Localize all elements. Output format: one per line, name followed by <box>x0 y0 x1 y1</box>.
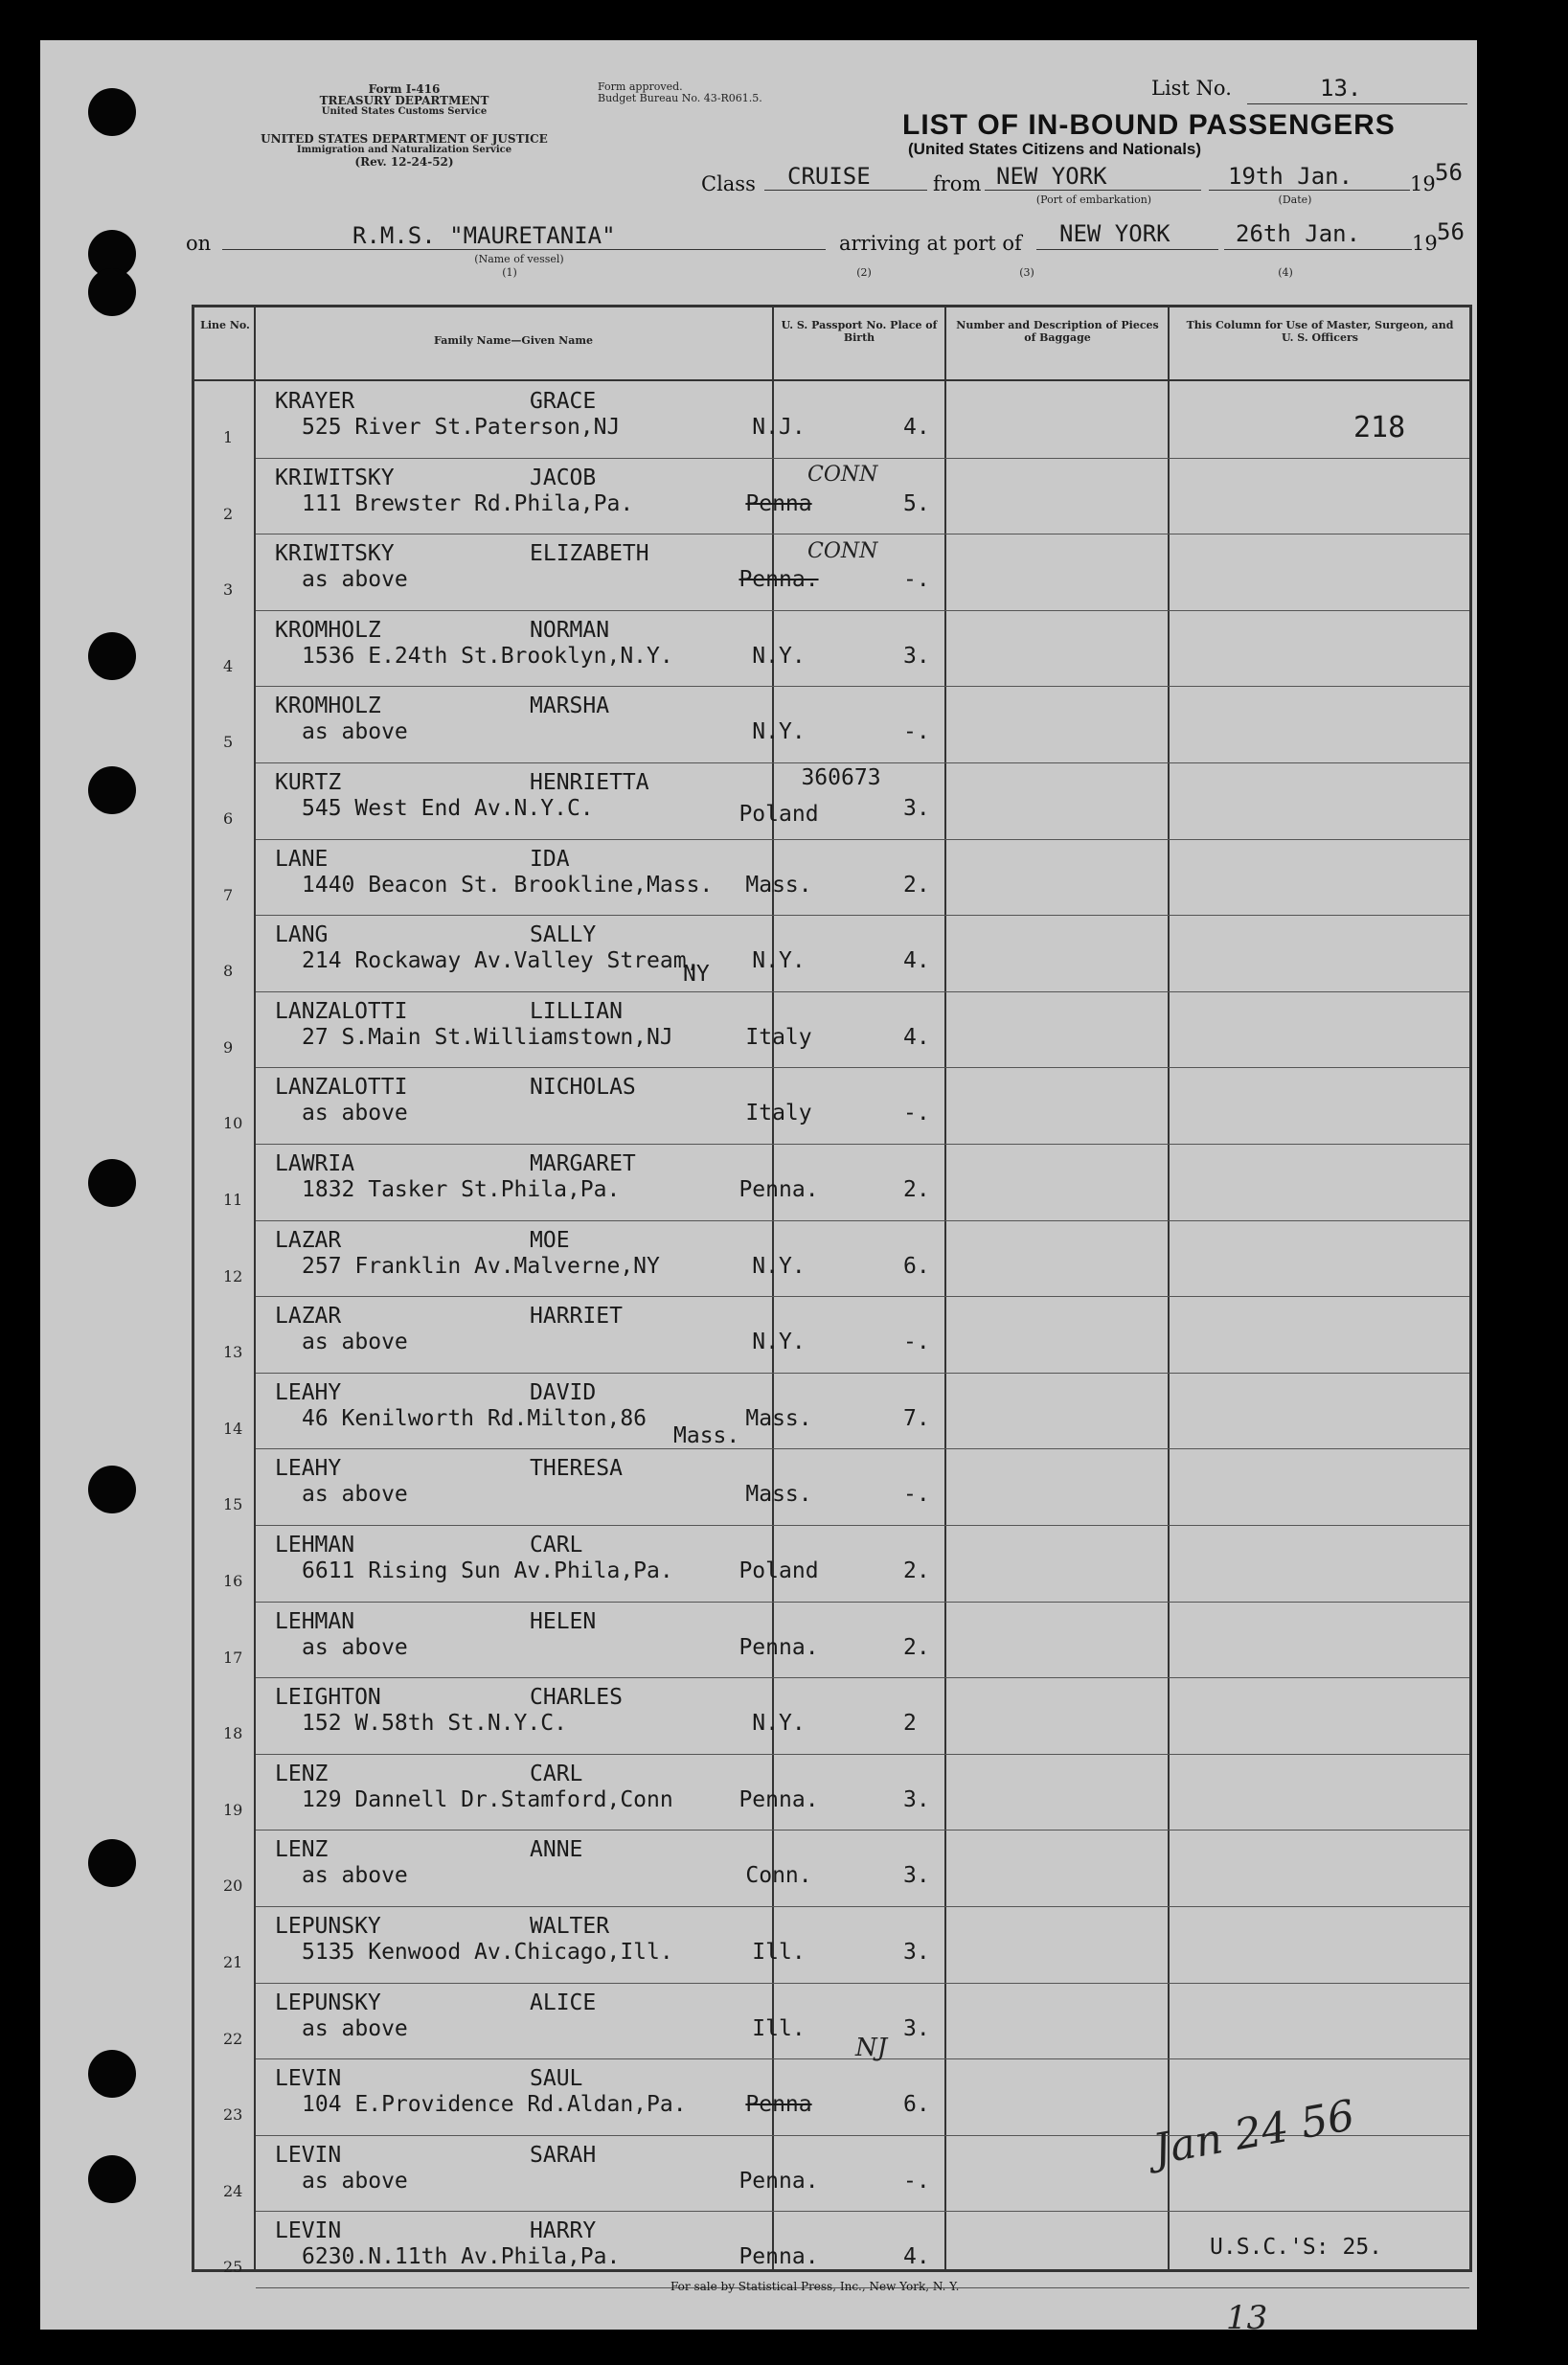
address: 5135 Kenwood Av.Chicago,Ill. <box>302 1940 673 1965</box>
table-row <box>194 687 1469 763</box>
table-row <box>194 1526 1469 1603</box>
baggage-count: -. <box>903 719 930 745</box>
on-label: on <box>186 232 212 255</box>
baggage-count: -. <box>903 2168 930 2194</box>
place-of-birth: Poland <box>739 802 819 827</box>
family-name: KRIWITSKY <box>275 465 395 490</box>
line-number: 11 <box>223 1191 243 1209</box>
table-row <box>194 382 1469 459</box>
family-name: LEVIN <box>275 2142 342 2168</box>
list-underline <box>1247 103 1467 104</box>
baggage-count: 3. <box>903 1863 930 1889</box>
family-name: LEAHY <box>275 1379 342 1405</box>
given-name: CARL <box>530 1761 583 1786</box>
baggage-count: 3. <box>903 2015 930 2041</box>
caption-3: (3) <box>1019 266 1034 279</box>
punch-hole <box>88 1839 136 1887</box>
given-name: GRACE <box>530 389 597 414</box>
punch-hole <box>88 766 136 814</box>
baggage-count: 2 <box>903 1711 917 1737</box>
table-row <box>194 1297 1469 1374</box>
place-of-birth: Penna. <box>739 1786 819 1812</box>
family-name: LEIGHTON <box>275 1685 381 1711</box>
line-number: 2 <box>223 504 234 523</box>
address: 129 Dannell Dr.Stamford,Conn <box>302 1786 673 1812</box>
table-row <box>194 1374 1469 1450</box>
line-number: 10 <box>223 1114 243 1133</box>
address: as above <box>302 1101 408 1126</box>
address: 1536 E.24th St.Brooklyn,N.Y. <box>302 643 673 669</box>
place-of-birth: Ill. <box>752 1940 806 1965</box>
address: 6611 Rising Sun Av.Phila,Pa. <box>302 1558 673 1583</box>
class-label: Class <box>701 172 756 195</box>
given-name: DAVID <box>530 1379 597 1405</box>
line-number: 24 <box>223 2181 243 2200</box>
family-name: LEHMAN <box>275 1533 355 1558</box>
place-of-birth: Italy <box>745 1101 812 1126</box>
page-title: LIST OF IN-BOUND PASSENGERS <box>902 109 1396 141</box>
address: as above <box>302 1330 408 1355</box>
baggage-count: 4. <box>903 415 930 440</box>
given-name: SALLY <box>530 922 597 948</box>
bottom-handwritten-number: 13 <box>1226 2299 1268 2337</box>
given-name: WALTER <box>530 1914 610 1939</box>
place-of-birth: Ill. <box>752 2015 806 2041</box>
col-header-baggage: Number and Description of Pieces of Baggage <box>956 319 1159 344</box>
place-of-birth: Poland <box>739 1558 819 1583</box>
arrival-date: 26th Jan. <box>1236 220 1361 247</box>
line-number: 15 <box>223 1495 243 1514</box>
address-continuation: NY <box>683 962 710 987</box>
family-name: LEPUNSKY <box>275 1990 381 2015</box>
given-name: HARRIET <box>530 1304 623 1330</box>
table-row <box>194 840 1469 917</box>
embark-year: 56 <box>1435 159 1463 186</box>
family-name: LAZAR <box>275 1304 342 1330</box>
address-continuation: Mass. <box>673 1423 740 1448</box>
baggage-count: -. <box>903 1101 930 1126</box>
revision: (Rev. 12-24-52) <box>354 155 454 169</box>
family-name: LANZALOTTI <box>275 1075 408 1101</box>
table-row <box>194 1221 1469 1298</box>
punch-hole <box>88 1466 136 1513</box>
table-row <box>194 1145 1469 1221</box>
baggage-count: 4. <box>903 2244 930 2270</box>
treasury-dept: TREASURY DEPARTMENT <box>319 94 489 107</box>
vessel-underline <box>222 249 826 250</box>
given-name: JACOB <box>530 465 597 490</box>
line-number: 6 <box>223 809 234 828</box>
address: as above <box>302 2168 408 2194</box>
address: as above <box>302 1482 408 1508</box>
family-name: LEVIN <box>275 2218 342 2244</box>
address: 152 W.58th St.N.Y.C. <box>302 1711 567 1737</box>
line-number: 20 <box>223 1876 243 1896</box>
date-underline <box>1209 190 1410 191</box>
line-number: 25 <box>223 2258 243 2277</box>
passport-number: 360673 <box>801 765 881 790</box>
given-name: SARAH <box>530 2142 597 2168</box>
class-value: CRUISE <box>787 163 871 190</box>
place-of-birth: N.Y. <box>752 1711 806 1737</box>
family-name: KRAYER <box>275 389 355 414</box>
family-name: LENZ <box>275 1761 329 1786</box>
given-name: ALICE <box>530 1990 597 2015</box>
table-row <box>194 1068 1469 1145</box>
handwritten-correction: CONN <box>807 539 878 563</box>
printer-footer: For sale by Statistical Press, Inc., New York, N. Y. <box>670 2280 960 2293</box>
arrival-port: NEW YORK <box>1059 220 1170 247</box>
family-name: KROMHOLZ <box>275 617 381 643</box>
date-caption: (Date) <box>1278 193 1312 206</box>
table-row <box>194 916 1469 992</box>
family-name: LEAHY <box>275 1456 342 1482</box>
punch-hole <box>88 632 136 680</box>
place-of-birth: Penna. <box>739 1634 819 1660</box>
baggage-count: 3. <box>903 796 930 821</box>
year-prefix: 19 <box>1410 172 1436 195</box>
family-name: KROMHOLZ <box>275 694 381 719</box>
given-name: ANNE <box>530 1837 583 1863</box>
officer-stamp-number: 218 <box>1353 411 1406 444</box>
family-name: LANG <box>275 922 329 948</box>
line-number: 14 <box>223 1419 243 1438</box>
given-name: CHARLES <box>530 1685 623 1711</box>
baggage-count: 2. <box>903 1177 930 1202</box>
line-number: 23 <box>223 2105 243 2125</box>
baggage-count: 6. <box>903 1253 930 1279</box>
table-row <box>194 611 1469 688</box>
given-name: LILLIAN <box>530 998 623 1024</box>
arrival-date-underline <box>1224 249 1412 250</box>
vessel-name: R.M.S. "MAURETANIA" <box>352 222 616 249</box>
address: as above <box>302 1634 408 1660</box>
line-number: 5 <box>223 733 234 752</box>
given-name: MARSHA <box>530 694 610 719</box>
given-name: NICHOLAS <box>530 1075 636 1101</box>
given-name: CARL <box>530 1533 583 1558</box>
customs-service: United States Customs Service <box>321 106 488 117</box>
punch-hole <box>88 1159 136 1207</box>
address: 46 Kenilworth Rd.Milton,86 <box>302 1405 648 1431</box>
place-of-birth: Penna. <box>739 567 819 593</box>
passenger-table <box>192 305 1472 2277</box>
baggage-count: 2. <box>903 1558 930 1583</box>
address: as above <box>302 719 408 745</box>
line-number: 18 <box>223 1724 243 1743</box>
address: 257 Franklin Av.Malverne,NY <box>302 1253 660 1279</box>
col-header-passport: U. S. Passport No. Place of Birth <box>781 319 938 344</box>
given-name: ELIZABETH <box>530 541 649 567</box>
baggage-count: 5. <box>903 490 930 516</box>
line-number: 3 <box>223 580 234 600</box>
given-name: HARRY <box>530 2218 597 2244</box>
baggage-count: 7. <box>903 1405 930 1431</box>
family-name: LEVIN <box>275 2066 342 2092</box>
col-header-line: Line No. <box>200 319 250 331</box>
family-name: LAWRIA <box>275 1151 355 1176</box>
baggage-count: -. <box>903 567 930 593</box>
address: 27 S.Main St.Williamstown,NJ <box>302 1024 673 1050</box>
table-row <box>194 1907 1469 1984</box>
baggage-count: 6. <box>903 2092 930 2118</box>
vessel-caption: (Name of vessel) <box>474 253 564 265</box>
port-caption: (Port of embarkation) <box>1035 193 1152 206</box>
table-row <box>194 1984 1469 2060</box>
arriving-label: arriving at port of <box>839 232 1022 255</box>
address: as above <box>302 2015 408 2041</box>
place-of-birth: N.Y. <box>752 1330 806 1355</box>
baggage-count: 3. <box>903 1786 930 1812</box>
page-subtitle: (United States Citizens and Nationals) <box>908 140 1202 158</box>
arrival-port-underline <box>1036 249 1218 250</box>
baggage-count: 2. <box>903 872 930 898</box>
given-name: IDA <box>530 846 570 872</box>
budget-bureau: Budget Bureau No. 43-R061.5. <box>598 92 762 104</box>
punch-hole <box>88 268 136 316</box>
place-of-birth: Mass. <box>745 1405 812 1431</box>
baggage-count: -. <box>903 1330 930 1355</box>
from-underline <box>985 190 1201 191</box>
family-name: LAZAR <box>275 1227 342 1253</box>
line-number: 8 <box>223 962 234 981</box>
table-row <box>194 992 1469 1069</box>
immigration-service: Immigration and Naturalization Service <box>296 145 512 155</box>
line-number: 13 <box>223 1343 243 1362</box>
place-of-birth: Conn. <box>745 1863 812 1889</box>
arrival-year: 56 <box>1437 218 1465 245</box>
family-name: KURTZ <box>275 770 342 795</box>
given-name: THERESA <box>530 1456 623 1482</box>
address: 525 River St.Paterson,NJ <box>302 415 621 440</box>
baggage-count: 3. <box>903 1940 930 1965</box>
header-rule <box>194 379 1469 381</box>
baggage-count: -. <box>903 1482 930 1508</box>
given-name: SAUL <box>530 2066 583 2092</box>
caption-1: (1) <box>502 266 517 279</box>
family-name: LANE <box>275 846 329 872</box>
embark-port: NEW YORK <box>996 163 1107 190</box>
address: 214 Rockaway Av.Valley Stream, <box>302 948 700 974</box>
from-label: from <box>933 172 982 195</box>
table-row <box>194 1678 1469 1755</box>
family-name: LEHMAN <box>275 1608 355 1634</box>
line-number: 9 <box>223 1037 234 1057</box>
family-name: LENZ <box>275 1837 329 1863</box>
place-of-birth: N.Y. <box>752 948 806 974</box>
place-of-birth: Penna. <box>739 1177 819 1202</box>
baggage-count: 3. <box>903 643 930 669</box>
col-header-name: Family Name—Given Name <box>434 334 593 347</box>
place-of-birth: N.Y. <box>752 719 806 745</box>
address: 1832 Tasker St.Phila,Pa. <box>302 1177 621 1202</box>
form-number: Form I-416 <box>368 82 441 96</box>
given-name: HELEN <box>530 1608 597 1634</box>
address: 104 E.Providence Rd.Aldan,Pa. <box>302 2092 687 2118</box>
form-approved: Form approved. <box>598 80 683 93</box>
place-of-birth: Mass. <box>745 872 812 898</box>
officer-signature: Jan 24 56 <box>1149 2090 1358 2175</box>
caption-2: (2) <box>856 266 872 279</box>
address: 6230.N.11th Av.Phila,Pa. <box>302 2244 621 2270</box>
address: 111 Brewster Rd.Phila,Pa. <box>302 490 634 516</box>
place-of-birth: Penna <box>745 2092 812 2118</box>
address: as above <box>302 567 408 593</box>
list-number: 13. <box>1320 75 1362 102</box>
class-underline <box>764 190 927 191</box>
address: as above <box>302 1863 408 1889</box>
family-name: KRIWITSKY <box>275 541 395 567</box>
line-number: 22 <box>223 2029 243 2048</box>
place-of-birth: Penna. <box>739 2168 819 2194</box>
place-of-birth: N.Y. <box>752 643 806 669</box>
place-of-birth: Mass. <box>745 1482 812 1508</box>
given-name: HENRIETTA <box>530 770 649 795</box>
handwritten-correction: NJ <box>855 2034 888 2062</box>
table-row <box>194 1755 1469 1831</box>
embark-date: 19th Jan. <box>1228 163 1353 190</box>
table-row <box>194 1831 1469 1907</box>
justice-dept: UNITED STATES DEPARTMENT OF JUSTICE <box>261 132 548 146</box>
baggage-count: 2. <box>903 1634 930 1660</box>
place-of-birth: Italy <box>745 1024 812 1050</box>
line-number: 4 <box>223 656 234 675</box>
table-row <box>194 1603 1469 1679</box>
punch-hole <box>88 88 136 136</box>
line-number: 12 <box>223 1266 243 1285</box>
given-name: MARGARET <box>530 1151 636 1176</box>
line-number: 17 <box>223 1648 243 1667</box>
line-number: 7 <box>223 885 234 904</box>
place-of-birth: Penna. <box>739 2244 819 2270</box>
place-of-birth: Penna <box>745 490 812 516</box>
given-name: MOE <box>530 1227 570 1253</box>
list-label: List No. <box>1151 77 1232 100</box>
table-row <box>194 1449 1469 1526</box>
usc-total: U.S.C.'S: 25. <box>1210 2235 1383 2260</box>
arrival-year-prefix: 19 <box>1412 232 1438 255</box>
place-of-birth: N.Y. <box>752 1253 806 1279</box>
line-number: 19 <box>223 1800 243 1819</box>
address: 1440 Beacon St. Brookline,Mass. <box>302 872 714 898</box>
family-name: LANZALOTTI <box>275 998 408 1024</box>
given-name: NORMAN <box>530 617 610 643</box>
line-number: 1 <box>223 428 234 446</box>
baggage-count: 4. <box>903 948 930 974</box>
punch-hole <box>88 2155 136 2203</box>
punch-hole <box>88 2050 136 2098</box>
line-number: 21 <box>223 1953 243 1971</box>
baggage-count: 4. <box>903 1024 930 1050</box>
line-number: 16 <box>223 1572 243 1590</box>
address: 545 West End Av.N.Y.C. <box>302 796 594 821</box>
place-of-birth: N.J. <box>752 415 806 440</box>
handwritten-correction: CONN <box>807 463 878 487</box>
col-header-officers: This Column for Use of Master, Surgeon, and U. S. Officers <box>1186 319 1454 344</box>
family-name: LEPUNSKY <box>275 1914 381 1939</box>
caption-4: (4) <box>1278 266 1293 279</box>
